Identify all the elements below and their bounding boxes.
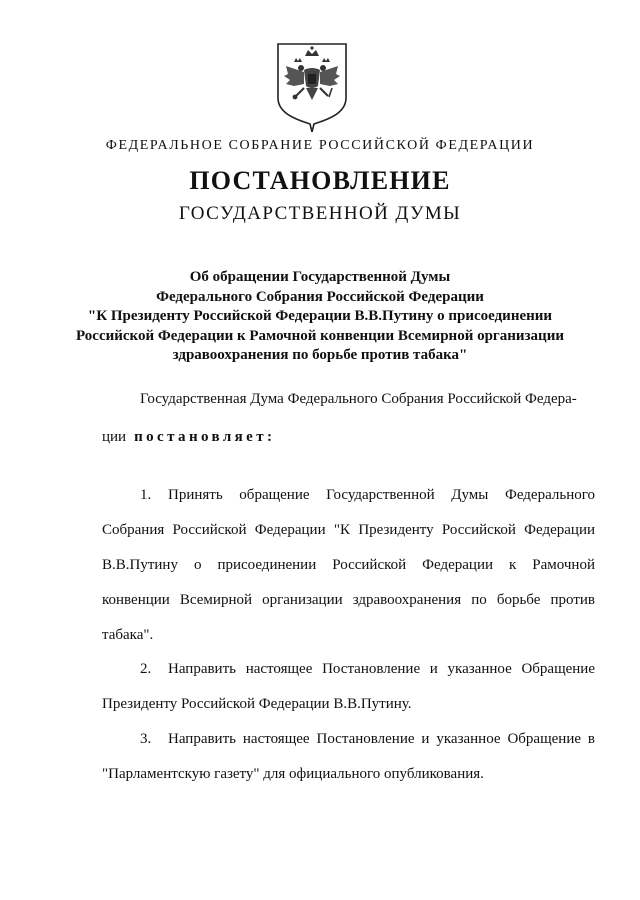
preamble [102, 389, 595, 409]
resolution-item-2 [102, 652, 595, 722]
item-line: В.В.Путину о присоединении Российской Федерации к Рамочной [102, 557, 595, 573]
preamble-continuation [102, 427, 595, 447]
title-line: здравоохранения по борьбе против табака" [172, 347, 468, 363]
item-number: 1. [140, 487, 152, 503]
document-type-heading: ПОСТАНОВЛЕНИЕ [189, 166, 451, 195]
item-line [102, 652, 595, 687]
item-number: 3. [140, 731, 152, 747]
preamble-prefix: ции [102, 429, 127, 445]
item-text: Направить настоящее Постановление и указанное Обращение в [168, 731, 595, 747]
item-line [102, 478, 595, 513]
document-title [0, 268, 640, 366]
item-line: конвенции Всемирной организации здравоохранения по борьбе против [102, 592, 595, 608]
item-line: табака". [102, 627, 154, 643]
issuer-heading: ГОСУДАРСТВЕННОЙ ДУМЫ [178, 203, 462, 224]
russian-coat-of-arms-icon [274, 40, 350, 132]
resolution-item-1 [102, 478, 595, 653]
federal-assembly-heading: ФЕДЕРАЛЬНОЕ СОБРАНИЕ РОССИЙСКОЙ ФЕДЕРАЦИИ [105, 138, 535, 153]
preamble-line [102, 427, 595, 447]
item-line: Президенту Российской Федерации В.В.Путину. [102, 696, 412, 712]
decision-word: постановляет: [134, 429, 276, 445]
title-line: Российской Федерации к Рамочной конвенции Всемирной организации [76, 327, 564, 344]
item-text: Принять обращение Государственной Думы Федерального [168, 487, 595, 503]
item-line [102, 722, 595, 757]
title-line: Об обращении Государственной Думы [189, 269, 451, 285]
resolution-item-3 [102, 722, 595, 792]
item-line: "Парламентскую газету" для официального опубликования. [102, 766, 484, 782]
item-number: 2. [140, 661, 152, 677]
coat-of-arms-emblem [274, 40, 350, 132]
preamble-line: Государственная Дума Федерального Собрания Российской Федера- [140, 391, 577, 407]
item-text: Направить настоящее Постановление и указанное Обращение [168, 661, 595, 677]
title-line: Федерального Собрания Российской Федерации [156, 288, 484, 305]
title-line: "К Президенту Российской Федерации В.В.Путину о присоединении [87, 308, 553, 324]
item-line: Собрания Российской Федерации "К Президенту Российской Федерации [102, 522, 595, 538]
